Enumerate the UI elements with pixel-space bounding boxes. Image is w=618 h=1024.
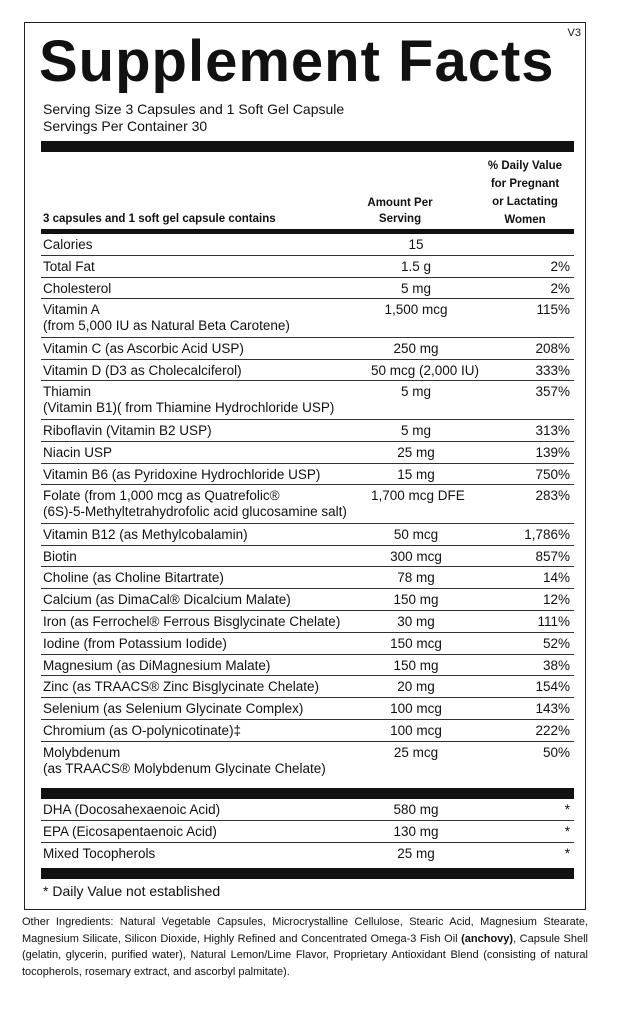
nutrient-daily-value: 283%: [535, 488, 570, 504]
nutrient-row: [41, 464, 574, 486]
nutrient-name: [43, 467, 320, 483]
nutrient-daily-value: 143%: [535, 701, 570, 717]
nutrient-amount: 250 mg: [393, 340, 439, 356]
nutrient-name: [43, 679, 319, 695]
nutrient-row: [41, 843, 574, 865]
nutrient-amount: 5 mg: [400, 422, 431, 438]
nutrient-amount: 150 mcg: [390, 635, 442, 651]
nutrient-name-line: (from 5,000 IU as Natural Beta Carotene): [43, 318, 290, 334]
nutrient-name-line: Thiamin: [43, 384, 92, 400]
nutrient-name-line: Magnesium (as DiMagnesium Malate): [43, 657, 271, 673]
nutrient-name-line: Vitamin A: [43, 302, 100, 318]
nutrient-daily-value: 139%: [535, 444, 570, 460]
nutrient-name: [43, 445, 112, 461]
nutrient-name-line: Mixed Tocopherols: [43, 846, 156, 861]
nutrient-row: [41, 442, 574, 464]
nutrient-name-line: Iron (as Ferrochel® Ferrous Bisglycinate Chelate): [43, 614, 341, 630]
nutrient-name-line: Vitamin D (D3 as Cholecalciferol): [43, 362, 242, 378]
nutrient-daily-value: 750%: [535, 466, 570, 482]
nutrient-daily-value: 2%: [550, 280, 570, 296]
nutrient-amount: 5 mg: [400, 384, 431, 400]
nutrient-amount: 25 mg: [397, 846, 435, 861]
nutrient-daily-value: 52%: [542, 635, 570, 651]
nutrient-name: [43, 549, 77, 565]
nutrient-name: [43, 570, 224, 586]
nutrient-daily-value: 208%: [535, 340, 570, 356]
nutrient-name: [43, 701, 303, 717]
nutrient-row: [41, 299, 574, 338]
nutrient-daily-value: 14%: [542, 570, 570, 586]
nutrient-name: [43, 237, 93, 253]
nutrient-name-line: (Vitamin B1)( from Thiamine Hydrochloride USP): [43, 400, 335, 416]
nutrient-daily-value: 333%: [535, 362, 570, 378]
nutrient-amount: 1,500 mcg: [384, 302, 448, 318]
nutrient-row: [41, 420, 574, 442]
nutrient-amount: 5 mg: [400, 280, 431, 296]
dv-header-line: for Pregnant: [490, 178, 560, 190]
nutrient-name-line: Folate (from 1,000 mcg as Quatrefolic®: [43, 488, 280, 504]
nutrient-amount: 78 mg: [397, 570, 435, 586]
nutrient-amount: 15 mg: [397, 466, 435, 482]
nutrient-table: [41, 234, 574, 780]
nutrient-daily-value: 313%: [535, 422, 570, 438]
nutrient-row: [41, 567, 574, 589]
other-ingredients-text: Other Ingredients: Natural Vegetable Capsules, Microcrystalline Cellulose, Stearic Acid, Magnesium Stearate, Magnesium Silicate, Silicon Dioxide, Highly Refined and Concentrated Omega-3 Fish Oil: [22, 916, 588, 945]
column-header-daily-value: [477, 157, 573, 229]
column-header-amount: [355, 195, 445, 227]
amount-header-line: Serving: [378, 213, 422, 225]
nutrient-name: [43, 636, 227, 652]
amount-header-line: Amount Per: [367, 197, 433, 209]
nutrient-name-line: Biotin: [43, 548, 77, 564]
divider-thick: [41, 868, 574, 879]
nutrient-amount: 50 mcg: [393, 526, 439, 542]
nutrient-name: [43, 341, 244, 357]
nutrient-daily-value: 357%: [535, 384, 570, 400]
nutrient-name: [43, 592, 291, 608]
nutrient-name-line: Vitamin C (as Ascorbic Acid USP): [43, 340, 244, 356]
other-ingredients: [22, 914, 588, 980]
allergen-note: (anchovy): [461, 932, 514, 945]
nutrient-daily-value: *: [564, 846, 570, 861]
nutrient-amount: 25 mcg: [393, 744, 439, 760]
nutrient-row: [41, 524, 574, 546]
nutrient-amount: 130 mg: [393, 824, 439, 839]
nutrient-amount: 20 mg: [397, 679, 435, 695]
nutrient-name-line: Vitamin B6 (as Pyridoxine Hydrochloride USP): [43, 466, 321, 482]
nutrient-daily-value: 38%: [542, 657, 570, 673]
nutrient-daily-value: 857%: [535, 548, 570, 564]
nutrient-row: [41, 589, 574, 611]
nutrient-daily-value: 111%: [537, 614, 570, 630]
version-label: V3: [567, 27, 581, 39]
nutrient-name-line: Cholesterol: [43, 280, 112, 296]
nutrient-name: [43, 745, 326, 777]
nutrient-name: [43, 384, 334, 416]
nutrient-row: [41, 338, 574, 360]
nutrient-name-line: Choline (as Choline Bitartrate): [43, 570, 224, 586]
nutrient-row: [41, 256, 574, 278]
nutrient-amount: 100 mcg: [390, 701, 442, 717]
nutrient-amount: 50 mcg (2,000 IU): [371, 362, 480, 378]
other-nutrient-table: [41, 799, 574, 865]
nutrient-row: [41, 821, 574, 843]
nutrient-name: [43, 281, 111, 297]
nutrient-name-line: EPA (Eicosapentaenoic Acid): [43, 824, 217, 839]
nutrient-name: [43, 302, 290, 334]
nutrient-daily-value: 2%: [550, 258, 570, 274]
nutrient-daily-value: 154%: [535, 679, 570, 695]
nutrient-amount: 30 mg: [397, 614, 435, 630]
nutrient-row: [41, 698, 574, 720]
nutrient-name-line: Selenium (as Selenium Glycinate Complex): [43, 701, 304, 717]
nutrient-name-line: Total Fat: [43, 258, 95, 274]
nutrient-amount: 1.5 g: [400, 258, 432, 274]
nutrient-name: [43, 259, 95, 275]
nutrient-name-line: Molybdenum: [43, 744, 121, 760]
nutrient-row: [41, 485, 574, 524]
divider-thick: [41, 788, 574, 799]
daily-value-footnote: * Daily Value not established: [43, 883, 221, 899]
nutrient-row: [41, 799, 574, 821]
nutrient-row: [41, 546, 574, 568]
nutrient-name-line: Chromium (as O-polynicotinate)‡: [43, 723, 242, 739]
nutrient-name: [43, 658, 270, 674]
nutrient-name: [43, 824, 217, 840]
nutrient-name-line: Riboflavin (Vitamin B2 USP): [43, 422, 212, 438]
nutrient-amount: 150 mg: [393, 592, 439, 608]
nutrient-amount: 150 mg: [393, 657, 439, 673]
nutrient-amount: 1,700 mcg DFE: [371, 488, 465, 504]
nutrient-row: [41, 381, 574, 420]
panel-title: Supplement Facts: [39, 29, 555, 94]
nutrient-amount: 25 mg: [397, 444, 435, 460]
dv-header-line: % Daily Value: [487, 160, 563, 172]
divider-thick: [41, 141, 574, 152]
nutrient-name-line: Zinc (as TRAACS® Zinc Bisglycinate Chelate): [43, 679, 320, 695]
nutrient-name-line: Iodine (from Potassium Iodide): [43, 635, 227, 651]
nutrient-row: [41, 611, 574, 633]
nutrient-amount: 300 mcg: [390, 548, 442, 564]
other-ingredients-text: , Capsule Shell (gelatin, glycerin, purified water), Natural Lemon/Lime Flavor, Proprietary Antioxidant Blend (consisting of natural tocopherols, rosemary extract, and ascorbyl palmitate).: [22, 932, 588, 978]
nutrient-daily-value: 50%: [542, 744, 570, 760]
serving-size: Serving Size 3 Capsules and 1 Soft Gel Capsule: [43, 101, 345, 117]
nutrient-row: [41, 234, 574, 256]
nutrient-name-line: (as TRAACS® Molybdenum Glycinate Chelate): [43, 760, 326, 776]
dv-header-line: or Lactating: [492, 196, 558, 208]
nutrient-daily-value: 12%: [542, 592, 570, 608]
nutrient-row: [41, 655, 574, 677]
nutrient-row: [41, 633, 574, 655]
nutrient-row: [41, 360, 574, 382]
nutrient-name-line: Niacin USP: [43, 444, 113, 460]
nutrient-daily-value: 1,786%: [524, 526, 570, 542]
nutrient-name-line: Calcium (as DimaCal® Dicalcium Malate): [43, 592, 291, 608]
nutrient-name-line: DHA (Docosahexaenoic Acid): [43, 802, 221, 817]
nutrient-name-line: (6S)-5-Methyltetrahydrofolic acid glucosamine salt): [43, 504, 347, 520]
nutrient-name: [43, 802, 220, 818]
dv-header-line: Women: [504, 214, 546, 226]
nutrient-amount: 100 mcg: [390, 723, 442, 739]
nutrient-name: [43, 614, 340, 630]
nutrient-name: [43, 723, 241, 739]
nutrient-row: [41, 742, 574, 781]
nutrient-amount: 15: [408, 237, 424, 252]
column-header-contains: 3 capsules and 1 soft gel capsule contains: [43, 213, 276, 225]
serving-info: [43, 101, 344, 135]
nutrient-row: [41, 720, 574, 742]
nutrient-daily-value: *: [564, 802, 570, 817]
nutrient-row: [41, 676, 574, 698]
nutrient-name-line: Calories: [43, 237, 93, 252]
supplement-facts-panel: [24, 22, 586, 910]
nutrient-name: [43, 423, 212, 439]
nutrient-daily-value: 115%: [536, 302, 570, 318]
servings-per-container: Servings Per Container 30: [43, 118, 208, 134]
nutrient-row: [41, 278, 574, 300]
nutrient-name-line: Vitamin B12 (as Methylcobalamin): [43, 526, 248, 542]
nutrient-amount: 580 mg: [393, 802, 439, 817]
nutrient-daily-value: 222%: [535, 723, 570, 739]
nutrient-name: [43, 846, 155, 862]
nutrient-name: [43, 527, 248, 543]
nutrient-name: [43, 488, 347, 520]
nutrient-name: [43, 363, 242, 379]
nutrient-daily-value: *: [564, 824, 570, 839]
